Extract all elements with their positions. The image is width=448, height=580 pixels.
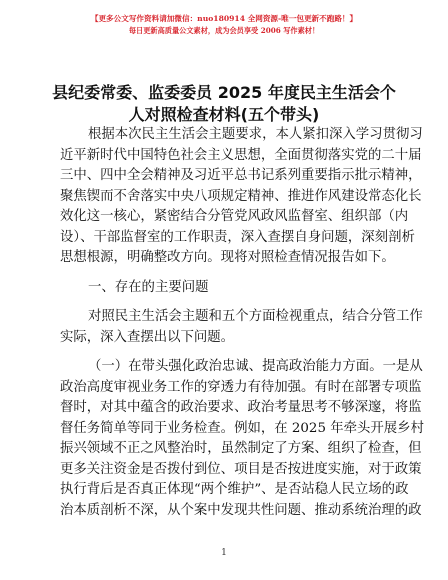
- paragraph-line: 执行背后是否真正体现“两个维护”、是否站稳人民立场的政: [60, 482, 409, 497]
- paragraph-line: 聚焦锲而不舍落实中央八项规定精神、推进作风建设常态化长: [60, 188, 422, 204]
- paragraph-line: 对照民主生活会主题和五个方面检视重点，结合分管工作: [88, 309, 423, 324]
- promo-banner-line-1: 【更多公文写作资料请加微信：nuo180914 全网资源-唯一包更新不跑路！】: [90, 14, 358, 23]
- section-heading: 一、存在的主要问题: [88, 279, 209, 295]
- paragraph-line: （一）在带头强化政治忠诚、提高政治能力方面。一是从: [88, 359, 423, 374]
- document-body: [60, 125, 424, 521]
- title-line-1: 县纪委常委、监委委员 2025 年度民主生活会个: [52, 83, 396, 102]
- paragraph-line: 督任务简单等同于业务检查。例如，在 2025 年牵头开展乡村: [60, 420, 424, 436]
- page-number: 1: [221, 548, 227, 558]
- intro-paragraph: [60, 125, 423, 269]
- paragraph-line: 根据本次民主生活会主题要求，本人紧扣深入学习贯彻习: [88, 127, 423, 142]
- title-line-2: 人对照检查材料(五个带头): [128, 105, 320, 124]
- paragraph-line: 实际，深入查摆出以下问题。: [60, 329, 235, 345]
- political-loyalty-paragraph: [60, 357, 424, 521]
- problems-intro-paragraph: [60, 307, 423, 348]
- paragraph-line: 思想根源，明确整改方向。现将对照检查情况报告如下。: [60, 250, 395, 265]
- paragraph-line: 督时，对其中蕴含的政治要求、政治考量思考不够深邃，将监: [60, 400, 422, 415]
- paragraph-line: 振兴领域不正之风整治时，虽然制定了方案、组织了检查，但: [60, 441, 422, 456]
- paragraph-line: 近平新时代中国特色社会主义思想，全面贯彻落实党的二十届: [60, 147, 422, 163]
- paragraph-line: 政治高度审视业务工作的穿透力有待加强。有时在部署专项监: [60, 379, 422, 395]
- promo-banner: [0, 13, 448, 37]
- paragraph-line: 更多关注资金是否拨付到位、项目是否按进度实施，对于政策: [60, 461, 422, 477]
- paragraph-line: 治本质剖析不深，从个案中发现共性问题、推动系统治理的政: [60, 502, 422, 518]
- promo-banner-line-2: 每日更新高质量公文素材，成为会员享受 2006 写作素材！: [128, 26, 320, 35]
- paragraph-line: 效化这一核心，紧密结合分管党风政风监督室、组织部（内: [60, 209, 409, 224]
- document-title: [40, 82, 408, 126]
- paragraph-line: 设）、干部监督室的工作职责，深入查摆自身问题，深刻剖析: [60, 229, 415, 245]
- paragraph-line: 三中、四中全会精神及习近平总书记系列重要指示批示精神，: [60, 168, 422, 183]
